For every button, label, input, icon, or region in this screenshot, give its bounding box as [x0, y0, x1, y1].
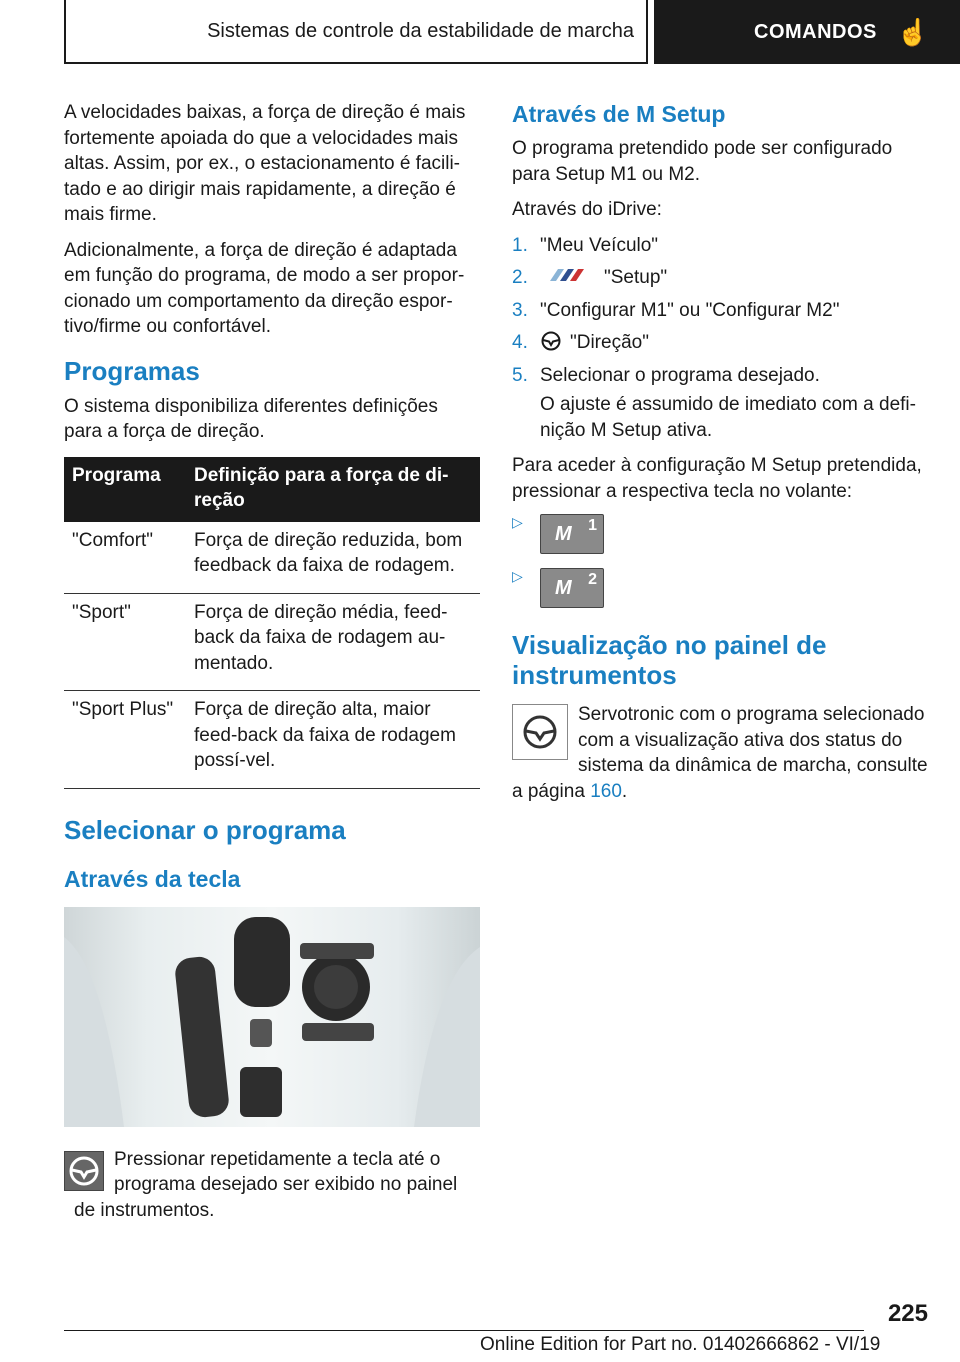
paragraph: Através do iDrive:	[512, 199, 662, 220]
paragraph: Pressionar repetidamente a tecla até o programa desejado ser exibido no painel de instrumentos.	[74, 1148, 458, 1221]
right-column	[512, 100, 928, 814]
table-cell: Força de direção alta, maior feed-back da faixa de rodagem possí-vel.	[186, 691, 480, 789]
paragraph: A velocidades baixas, a força de direção é mais fortemente apoiada do que a velocidades mais altas. Assim, por ex., o estacionamento é facili-tado e ao dirigir mais rapidamente, a direção é mais firme.	[64, 102, 466, 225]
paragraph: Adicionalmente, a força de direção é adaptada em função do programa, de modo a ser propor-cionado um comportamento da direção espor-tivo/firme ou confortável.	[64, 239, 465, 337]
triangle-bullet-icon: ▷	[512, 514, 523, 530]
table-cell: "Comfort"	[64, 522, 186, 594]
left-column	[64, 100, 480, 1233]
step-note: O ajuste é assumido de imediato com a defi-nição M Setup ativa.	[540, 394, 916, 441]
edition-info: Online Edition for Part no. 01402666862 - VI/19	[480, 1334, 881, 1355]
step-list	[512, 233, 928, 389]
table-cell: "Sport Plus"	[64, 691, 186, 789]
step-text: "Meu Veículo"	[540, 234, 659, 256]
table-header-row	[64, 457, 480, 522]
list-item	[512, 233, 928, 259]
m2-button-row	[512, 568, 928, 608]
paragraph: Servotronic com o programa selecionado com a visualização ativa dos status do sistema da dinâmica de marcha, consulte a página 160.	[512, 704, 928, 802]
table-row	[64, 593, 480, 691]
triangle-bullet-icon: ▷	[512, 568, 523, 584]
list-item	[512, 330, 928, 356]
footer-divider	[64, 1330, 864, 1331]
steering-wheel-button-image	[64, 1151, 104, 1191]
step-text: "Direção"	[570, 332, 649, 353]
table-header: Programa	[64, 457, 186, 522]
page-number: 225	[887, 1300, 928, 1327]
center-console-photo	[64, 907, 480, 1127]
table-cell: Força de direção média, feed-back da faixa de rodagem au-mentado.	[186, 593, 480, 691]
page-reference-link[interactable]: 160	[590, 780, 622, 802]
header-section-title	[64, 0, 648, 64]
heading-programas: Programas	[64, 355, 200, 386]
heading-selecionar-programa: Selecionar o programa	[64, 814, 346, 845]
step-number: 1.	[512, 234, 528, 256]
program-table	[64, 457, 480, 789]
step-number: 3.	[512, 299, 528, 321]
list-item	[512, 363, 928, 389]
step-number: 5.	[512, 364, 528, 386]
step-text: "Configurar M1" ou "Configurar M2"	[540, 299, 840, 321]
paragraph: Para aceder à configuração M Setup pretendida, pressionar a respectiva tecla no volante:	[512, 455, 922, 502]
m1-button-row	[512, 514, 928, 554]
step-number: 2.	[512, 267, 528, 288]
chapter-title: COMANDOS	[754, 20, 877, 43]
table-cell: "Sport"	[64, 593, 186, 691]
header-chapter	[654, 0, 960, 64]
steering-wheel-indicator-image	[512, 704, 568, 760]
paragraph: O programa pretendido pode ser configurado para Setup M1 ou M2.	[512, 138, 893, 185]
steering-wheel-icon	[68, 1155, 100, 1187]
list-item	[512, 265, 928, 291]
center-console-illustration	[64, 907, 480, 1127]
table-row	[64, 522, 480, 594]
heading-atraves-tecla: Através da tecla	[64, 865, 241, 892]
paragraph: O sistema disponibiliza diferentes definições para a força de direção.	[64, 395, 438, 442]
m1-button-image: M 1	[540, 514, 604, 554]
m-stripes-icon	[540, 265, 594, 285]
steering-wheel-icon	[520, 712, 560, 752]
section-title: Sistemas de controle da estabilidade de marcha	[207, 19, 634, 42]
table-cell: Força de direção reduzida, bom feedback da faixa de rodagem.	[186, 522, 480, 594]
heading-visualizacao: Visualização no painel de instrumentos	[512, 630, 827, 690]
step-text: "Setup"	[604, 267, 668, 288]
heading-atraves-m-setup: Através de M Setup	[512, 101, 726, 127]
pointing-hand-icon: ☝	[896, 16, 930, 47]
m2-button-image: M 2	[540, 568, 604, 608]
table-row	[64, 691, 480, 789]
step-text: Selecionar o programa desejado.	[540, 364, 820, 386]
list-item	[512, 298, 928, 324]
step-number: 4.	[512, 332, 528, 353]
table-header: Definição para a força de di-reção	[186, 457, 480, 522]
steering-wheel-icon	[540, 330, 570, 352]
